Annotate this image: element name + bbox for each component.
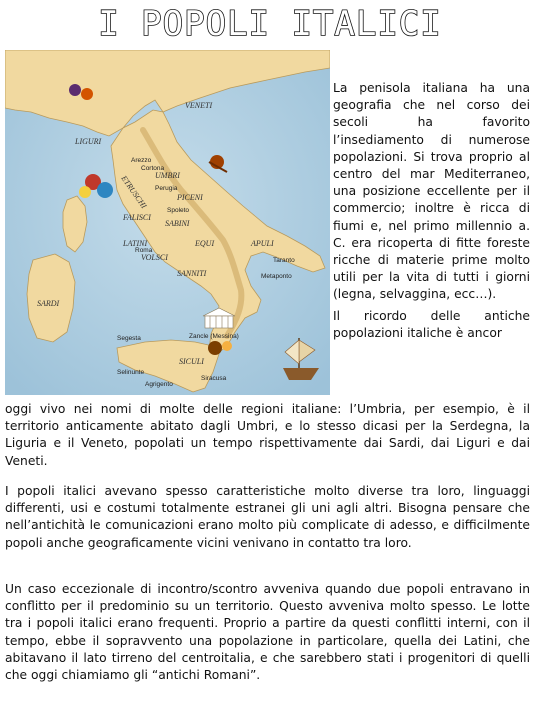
label-sabini: SABINI <box>165 219 190 228</box>
label-zancle: Zancle (Messina) <box>189 333 239 340</box>
label-piceni: PICENI <box>177 193 203 202</box>
label-liguri: LIGURI <box>75 137 102 146</box>
label-segesta: Segesta <box>117 335 141 342</box>
label-arezzo: Arezzo <box>131 157 152 164</box>
label-perugia: Perugia <box>155 185 178 192</box>
label-umbri: UMBRI <box>155 171 180 180</box>
label-falisci: FALISCI <box>123 213 151 222</box>
label-sardi: SARDI <box>37 299 60 308</box>
paragraph-memory-rest: oggi vivo nei nomi di molte delle regioni italiane: l’Umbria, per esempio, è il territorio anticamente abitato dagli Umbri, e lo stesso dicasi per la Serdegna, la Liguria e il Veneto, popolati un tempo rispettivamente dai Sardi, dai Liguri e dai Veneti. <box>5 402 530 468</box>
paragraph-differences <box>5 483 530 552</box>
label-metaponto: Metaponto <box>261 273 292 280</box>
land-sardinia <box>27 254 75 342</box>
label-etruschi: ETRUSCHI <box>119 173 149 211</box>
paragraph-conflicts <box>5 581 530 684</box>
label-volsci: VOLSCI <box>141 253 168 262</box>
label-siculi: SICULI <box>179 357 204 366</box>
label-taranto: Taranto <box>273 257 295 264</box>
label-roma: Roma <box>135 247 153 254</box>
label-siracusa: Siracusa <box>201 375 227 382</box>
label-spoleto: Spoleto <box>167 207 190 214</box>
label-selinunte: Selinunte <box>117 369 145 376</box>
italy-map <box>5 50 330 395</box>
label-equi: EQUI <box>195 239 215 248</box>
label-apuli: APULI <box>251 239 274 248</box>
page-title: I POPOLI ITALICI <box>98 4 442 44</box>
paragraph-conflicts-text: Un caso eccezionale di incontro/scontro avveniva quando due popoli entravano in conflitto per il predominio su un territorio. Questo avveniva molto spesso. Le lotte tra i popoli italici erano frequenti. Proprio a partire da questi conflitti interni, con il tempo, ebbe il sopravvento una popolazione in particolare, quella dei Latini, che abitavano il lato tirreno del centroitalia, e che sarebbero stati i progenitori di quelli che oggi chiamiamo gli “antichi Romani”. <box>5 582 530 683</box>
label-agrigento: Agrigento <box>145 381 173 388</box>
paragraph-differences-text: I popoli italici avevano spesso caratteristiche molto diverse tra loro, linguaggi differenti, usi e costumi totalmente estranei gli uni agli altri. Bisogna pensare che nell’antichità le comunicazioni erano molto più complicate di adesso, e difficilmente popoli anche geograficamente vicini venivano in contatto tra loro. <box>5 484 530 550</box>
paragraph-memory-start: Il ricordo delle antiche popolazioni italiche è ancor <box>333 308 530 340</box>
paragraph-memory-continued <box>5 401 530 470</box>
label-cortona: Cortona <box>141 165 165 172</box>
intro-column <box>333 80 530 342</box>
label-sanniti: SANNITI <box>177 269 207 278</box>
paragraph-geography: La penisola italiana ha una geografia che nel corso dei secoli ha favorito l’insediamento di numerose popolazioni. Si trova proprio al centro del mar Mediterraneo, una posizione eccellente per il commercio; inoltre è ricca di fiumi e, nel primo millennio a. C. era ricoperta di fitte foreste ricche di materie prime molto utili per la vita di tutti i giorni (legna, selvaggina, ecc…). <box>333 81 530 302</box>
label-veneti: VENETI <box>185 101 213 110</box>
label-latini: LATINI <box>123 239 148 248</box>
